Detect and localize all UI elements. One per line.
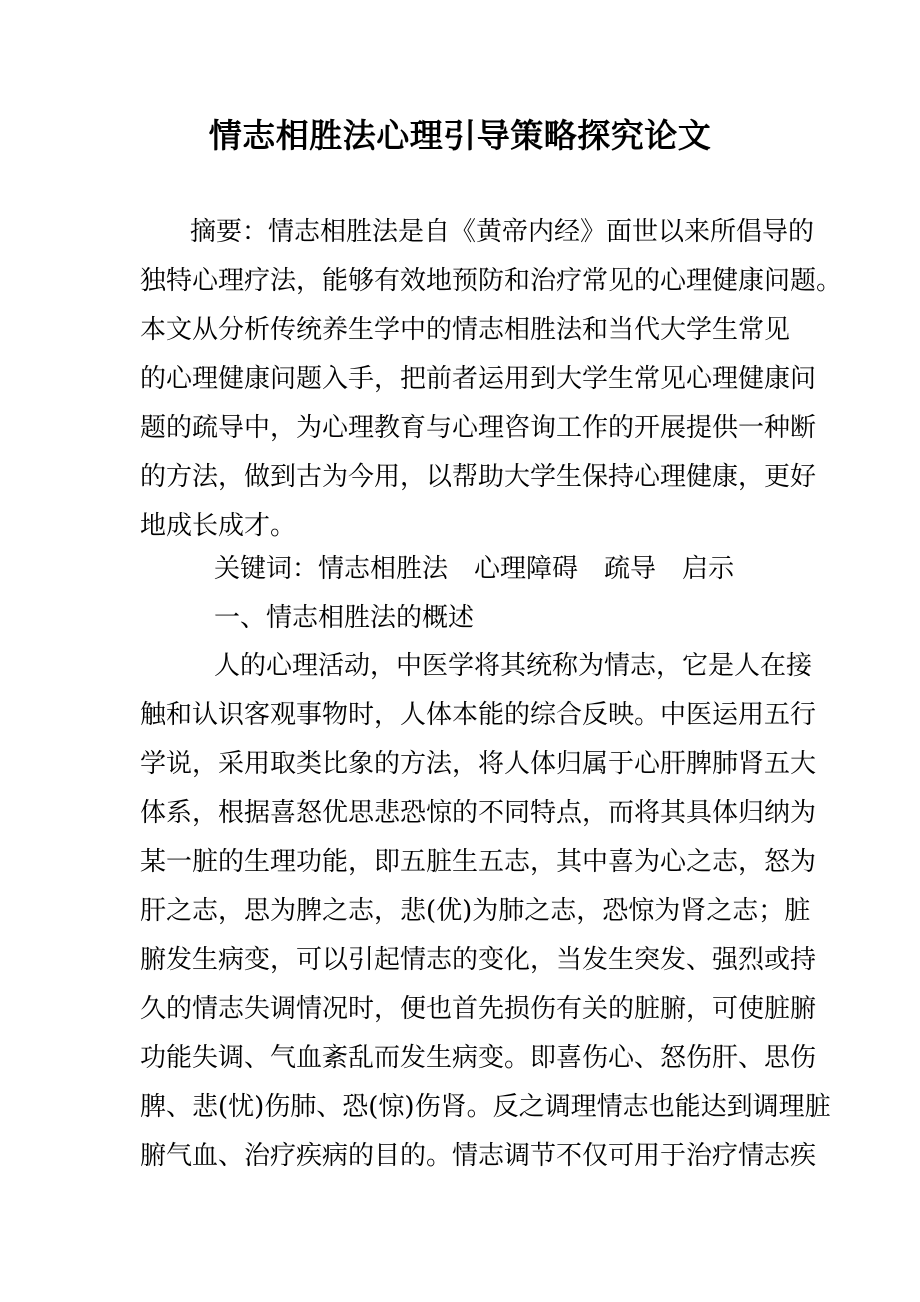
section-heading: 一、情志相胜法的概述 [214, 603, 475, 633]
keywords-line [214, 545, 780, 594]
abstract-line: 本文从分析传统养生学中的情志相胜法和当代大学生常见 [140, 315, 791, 345]
abstract-line: 的方法，做到古为今用，以帮助大学生保持心理健康，更好 [140, 462, 817, 492]
abstract-line: 地成长成才。 [140, 511, 297, 541]
body-line: 触和认识客观事物时，人体本能的综合反映。中医运用五行 [140, 700, 817, 730]
abstract-line: 的心理健康问题入手，把前者运用到大学生常见心理健康问 [140, 364, 817, 394]
body-line: 久的情志失调情况时，便也首先损伤有关的脏腑，可使脏腑 [140, 994, 817, 1024]
body-line: 脾、悲(忧)伤肺、恐(惊)伤肾。反之调理情志也能达到调理脏 [140, 1092, 831, 1122]
keyword-item: 心理障碍 [474, 554, 579, 584]
body-line: 体系，根据喜怒优思悲恐惊的不同特点，而将其具体归纳为 [140, 798, 817, 828]
keyword-item: 情志相胜法 [318, 554, 449, 584]
body-line: 人的心理活动，中医学将其统称为情志，它是人在接 [214, 651, 813, 681]
keyword-item: 疏导 [604, 554, 657, 584]
body-line: 学说，采用取类比象的方法，将人体归属于心肝脾肺肾五大 [140, 749, 817, 779]
abstract-line: 摘要：情志相胜法是自《黄帝内经》面世以来所倡导的 [190, 217, 815, 247]
keywords-label: 关键词： [214, 554, 319, 584]
body-line: 腑发生病变，可以引起情志的变化，当发生突发、强烈或持 [140, 945, 817, 975]
body-line: 肝之志，思为脾之志，悲(优)为肺之志，恐惊为肾之志；脏 [140, 896, 811, 926]
keyword-item: 启示 [682, 554, 735, 584]
abstract-line: 独特心理疗法，能够有效地预防和治疗常见的心理健康问题。 [140, 266, 843, 296]
body-line: 腑气血、治疗疾病的目的。情志调节不仅可用于治疗情志疾 [140, 1141, 817, 1171]
abstract-line: 题的疏导中，为心理教育与心理咨询工作的开展提供一种断 [140, 413, 817, 443]
document-title: 情志相胜法心理引导策略探究论文 [208, 116, 712, 155]
body-line: 某一脏的生理功能，即五脏生五志，其中喜为心之志，怒为 [140, 847, 817, 877]
body-line: 功能失调、气血紊乱而发生病变。即喜伤心、怒伤肝、思伤 [140, 1043, 817, 1073]
